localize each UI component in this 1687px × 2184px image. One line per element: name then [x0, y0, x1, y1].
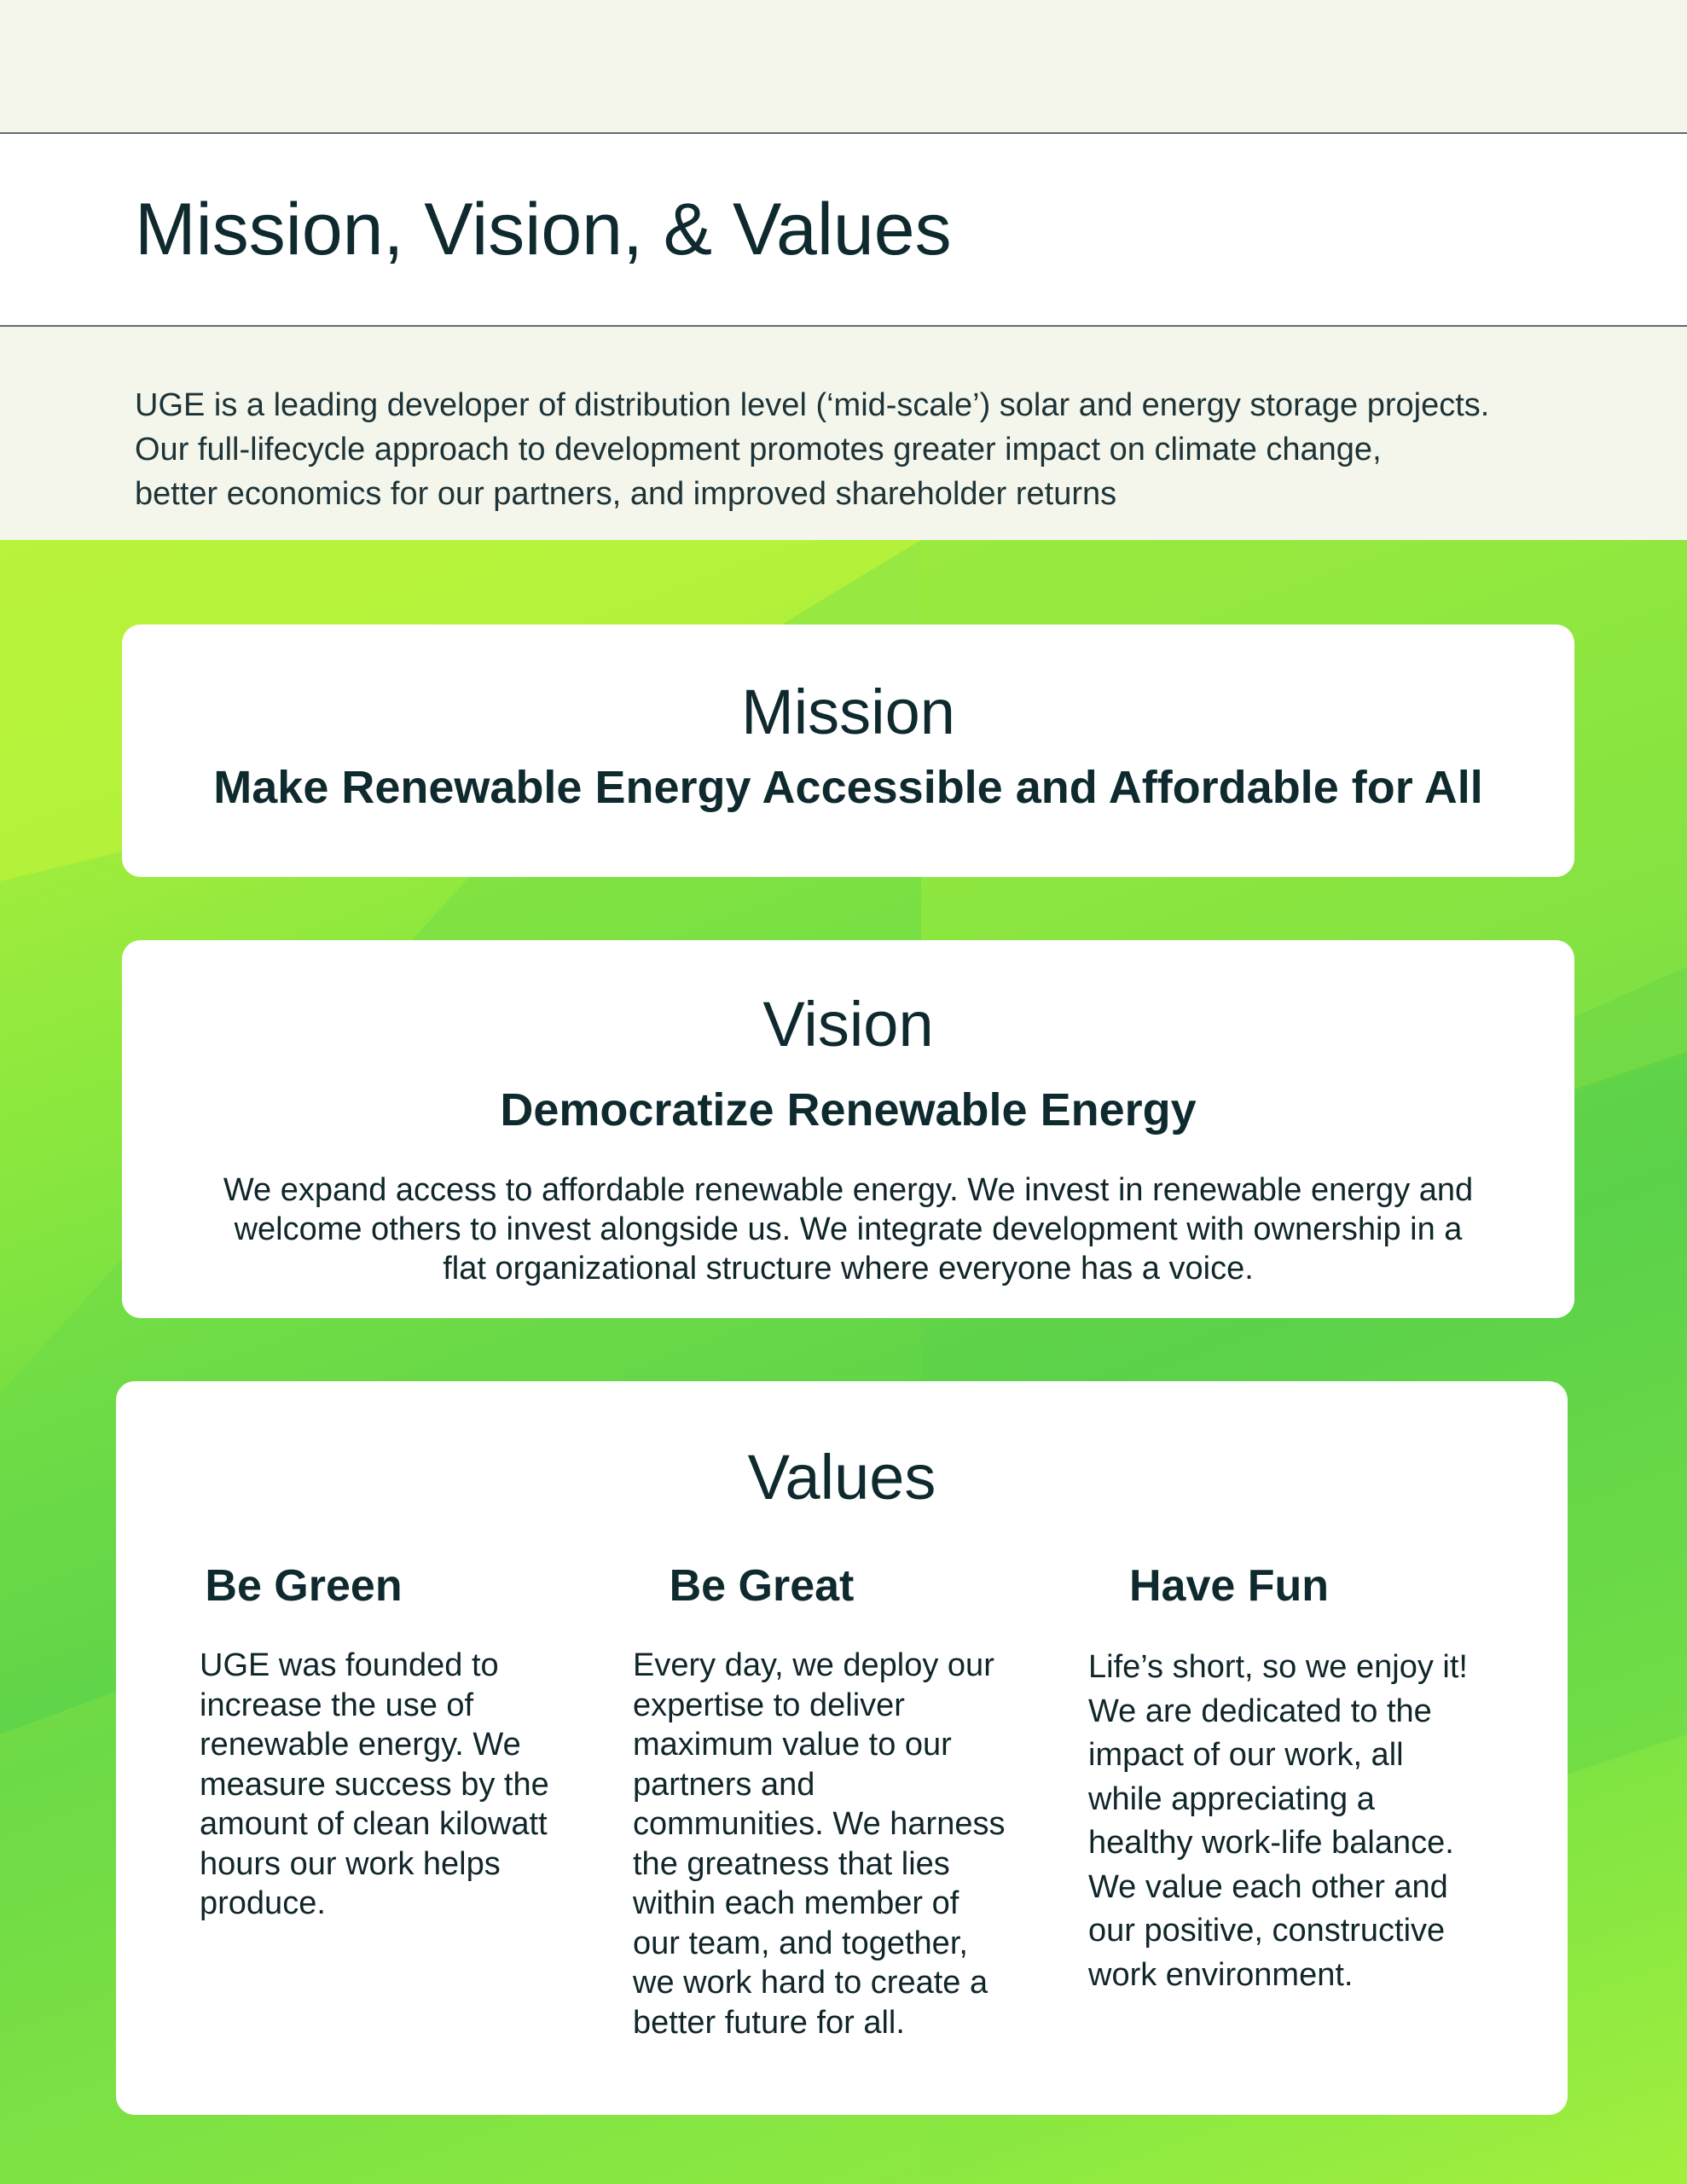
value-title-have-fun: Have Fun: [1128, 1561, 1330, 1611]
intro-paragraph: [135, 383, 1585, 516]
intro-band: [0, 327, 1687, 540]
vision-body: [156, 1170, 1540, 1288]
page-title: Mission, Vision, & Values: [135, 189, 952, 270]
value-line: communities. We harness: [633, 1806, 1006, 1842]
value-line: partners and: [633, 1766, 815, 1803]
top-band: [0, 0, 1687, 132]
vision-body-line: flat organizational structure where everyone has a voice.: [443, 1251, 1254, 1287]
intro-line: better economics for our partners, and improved shareholder returns: [135, 476, 1117, 512]
value-line: We value each other and: [1088, 1868, 1448, 1905]
value-line: healthy work-life balance.: [1088, 1825, 1454, 1861]
value-line: Life’s short, so we enjoy it!: [1088, 1649, 1468, 1685]
value-line: Every day, we deploy our: [633, 1647, 994, 1683]
mission-card: [122, 624, 1574, 877]
mission-statement: Make Renewable Energy Accessible and Affordable for All: [213, 762, 1483, 813]
mission-heading: Mission: [741, 677, 955, 747]
value-line: hours our work helps: [200, 1845, 501, 1882]
value-line: renewable energy. We: [200, 1727, 521, 1763]
value-line: UGE was founded to: [200, 1647, 499, 1683]
title-band: [0, 132, 1687, 327]
value-line: our team, and together,: [633, 1925, 968, 1961]
values-heading: Values: [747, 1442, 936, 1513]
value-title-be-great: Be Great: [669, 1561, 855, 1611]
value-line: our positive, constructive: [1088, 1913, 1446, 1949]
value-line: produce.: [200, 1885, 326, 1921]
value-line: better future for all.: [633, 2004, 905, 2041]
value-line: while appreciating a: [1088, 1780, 1375, 1817]
value-line: We are dedicated to the: [1088, 1693, 1432, 1729]
green-background: [0, 540, 1687, 2184]
value-line: maximum value to our: [633, 1727, 952, 1763]
value-line: the greatness that lies: [633, 1845, 950, 1882]
value-text-be-green: [200, 1646, 549, 1924]
value-line: within each member of: [633, 1885, 959, 1921]
vision-body-line: welcome others to invest alongside us. We integrate development with ownership in a: [234, 1211, 1463, 1247]
value-line: measure success by the: [200, 1766, 549, 1803]
values-card: [116, 1381, 1568, 2115]
vision-statement: Democratize Renewable Energy: [500, 1084, 1197, 1136]
value-line: work environment.: [1088, 1956, 1354, 1993]
value-title-be-green: Be Green: [205, 1561, 403, 1611]
value-text-have-fun: [1088, 1646, 1468, 1997]
vision-card: [122, 940, 1574, 1318]
value-line: expertise to deliver: [633, 1687, 905, 1723]
value-text-be-great: [633, 1646, 1005, 2042]
value-line: increase the use of: [200, 1687, 474, 1723]
vision-body-line: We expand access to affordable renewable energy. We invest in renewable energy and: [223, 1172, 1474, 1208]
vision-heading: Vision: [762, 989, 934, 1060]
intro-line: UGE is a leading developer of distribution level (‘mid-scale’) solar and energy storage projects.: [135, 387, 1490, 423]
intro-line: Our full-lifecycle approach to development promotes greater impact on climate change,: [135, 432, 1382, 468]
value-line: amount of clean kilowatt: [200, 1806, 548, 1842]
value-line: we work hard to create a: [633, 1965, 988, 2001]
value-line: impact of our work, all: [1088, 1737, 1404, 1773]
